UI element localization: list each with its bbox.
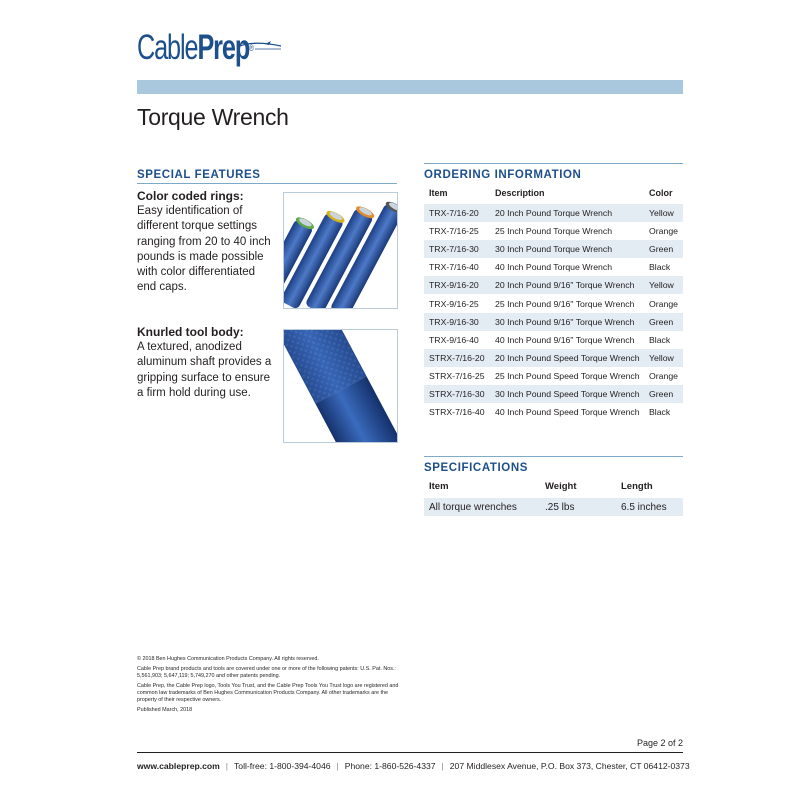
item-cell: All torque wrenches <box>424 498 540 516</box>
section-rule <box>137 183 397 184</box>
item-cell: TRX-9/16-30 <box>424 313 490 331</box>
description-cell: 30 Inch Pound Torque Wrench <box>490 240 644 258</box>
item-cell: STRX-7/16-40 <box>429 407 485 418</box>
color-cell: Black <box>649 334 671 345</box>
patents-text: Cable Prep brand products and tools are covered under one or more of the following patents: U.S. Pat. Nos.: 5,561,903; 5,647,119; 5,749,270 and other patents pending. <box>137 665 396 679</box>
table-row <box>424 240 683 258</box>
column-header: Item <box>429 480 449 492</box>
separator: | <box>225 761 229 771</box>
knurled-body-photo <box>283 329 398 443</box>
logo-wordmark: CablePrep® <box>137 28 253 67</box>
logo-swoosh-icon <box>235 38 283 54</box>
table-row <box>424 349 683 367</box>
table-row <box>424 498 683 516</box>
column-header: Item <box>429 188 448 198</box>
feature-title: Color coded rings: <box>137 189 244 203</box>
description-cell: 30 Inch Pound 9/16" Torque Wrench <box>490 313 644 331</box>
color-cell: Black <box>649 407 671 418</box>
phone-number: Phone: 1-860-526-4337 <box>344 761 436 771</box>
cableprep-logo <box>137 28 287 70</box>
color-cell: Yellow <box>644 276 683 294</box>
specifications-heading: SPECIFICATIONS <box>424 462 529 474</box>
description-cell: 20 Inch Pound Torque Wrench <box>490 204 644 222</box>
address: 207 Middlesex Avenue, P.O. Box 373, Chester, CT 06412-0373 <box>449 761 690 771</box>
item-cell: TRX-7/16-25 <box>429 226 479 237</box>
copyright-text: © 2018 Ben Hughes Communication Products Company. All rights reserved. <box>137 656 319 662</box>
table-row <box>424 222 683 240</box>
description-cell: 25 Inch Pound 9/16" Torque Wrench <box>495 298 635 309</box>
section-rule <box>424 163 683 164</box>
published-text: Published March, 2018 <box>137 706 193 713</box>
column-header: Length <box>621 480 653 492</box>
separator: | <box>441 761 444 771</box>
column-header: Description <box>495 188 545 198</box>
table-header-row <box>424 474 683 498</box>
table-row <box>424 331 683 349</box>
item-cell: STRX-7/16-25 <box>429 370 485 381</box>
color-cell: Orange <box>649 370 678 381</box>
header-bar <box>137 80 683 94</box>
item-cell: TRX-7/16-30 <box>424 240 490 258</box>
table-row <box>424 367 683 385</box>
table-header-row <box>424 182 683 204</box>
color-cell: Orange <box>649 226 678 237</box>
feature-color-coded <box>137 189 277 296</box>
column-header: Color <box>649 188 673 198</box>
description-cell: 40 Inch Pound Torque Wrench <box>495 262 613 273</box>
feature-title: Knurled tool body: <box>137 325 244 339</box>
description-cell: 30 Inch Pound Speed Torque Wrench <box>490 385 644 403</box>
special-features-heading: SPECIAL FEATURES <box>137 169 261 181</box>
feature-body: Easy identification of different torque settings ranging from 20 to 40 inch pounds is made possible with color differentiated end caps. <box>137 205 271 294</box>
description-cell: 40 Inch Pound 9/16" Torque Wrench <box>495 334 635 345</box>
color-rings-photo <box>283 192 398 309</box>
table-row <box>424 204 683 222</box>
website-link[interactable]: www.cableprep.com <box>137 761 220 771</box>
item-cell: STRX-7/16-20 <box>424 349 490 367</box>
description-cell: 20 Inch Pound Speed Torque Wrench <box>490 349 644 367</box>
weight-cell: .25 lbs <box>540 498 616 516</box>
footer-contact <box>137 761 690 771</box>
color-cell: Green <box>644 313 683 331</box>
table-row <box>424 276 683 294</box>
color-cell: Yellow <box>644 204 683 222</box>
description-cell: 40 Inch Pound Speed Torque Wrench <box>495 407 640 418</box>
color-cell: Black <box>649 262 671 273</box>
item-cell: TRX-7/16-20 <box>424 204 490 222</box>
item-cell: TRX-9/16-40 <box>429 334 479 345</box>
feature-knurled-body <box>137 325 277 401</box>
item-cell: TRX-9/16-25 <box>429 298 479 309</box>
color-cell: Yellow <box>644 349 683 367</box>
item-cell: TRX-9/16-20 <box>424 276 490 294</box>
table-row <box>424 385 683 403</box>
feature-body: A textured, anodized aluminum shaft provides a gripping surface to ensure a firm hold during use. <box>137 341 272 399</box>
table-row <box>424 294 683 312</box>
color-cell: Green <box>644 385 683 403</box>
item-cell: TRX-7/16-40 <box>429 262 479 273</box>
table-row <box>424 258 683 276</box>
description-cell: 25 Inch Pound Torque Wrench <box>495 226 613 237</box>
table-row <box>424 403 683 421</box>
tollfree-number: Toll-free: 1-800-394-4046 <box>234 761 331 771</box>
page-title: Torque Wrench <box>137 104 289 130</box>
specifications-table <box>424 474 683 516</box>
color-cell: Green <box>644 240 683 258</box>
length-cell: 6.5 inches <box>616 498 683 516</box>
description-cell: 25 Inch Pound Speed Torque Wrench <box>495 370 640 381</box>
section-rule <box>424 456 683 457</box>
column-header: Weight <box>545 480 577 492</box>
ordering-table <box>424 182 683 421</box>
table-row <box>424 313 683 331</box>
trademarks-text: Cable Prep, the Cable Prep logo, Tools You Trust, and the Cable Prep Tools You Trust logo are registered and common law trademarks of Ben Hughes Communication Products Company. All other trademarks are the property of their respective owners. <box>137 682 399 704</box>
page-number: Page 2 of 2 <box>636 738 683 748</box>
ordering-heading: ORDERING INFORMATION <box>424 169 582 181</box>
separator: | <box>336 761 339 771</box>
legal-notice <box>137 656 399 716</box>
description-cell: 20 Inch Pound 9/16" Torque Wrench <box>490 276 644 294</box>
color-cell: Orange <box>649 298 678 309</box>
item-cell: STRX-7/16-30 <box>424 385 490 403</box>
footer-rule <box>137 752 683 753</box>
